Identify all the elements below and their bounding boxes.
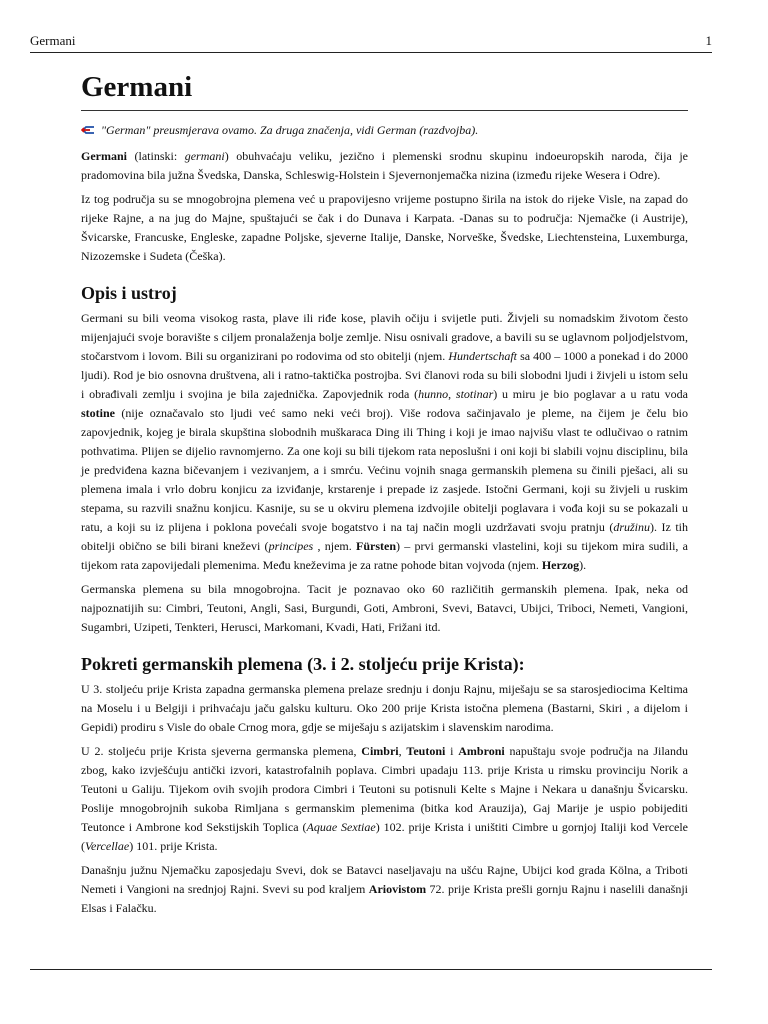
opis-paragraph-1: Germani su bili veoma visokog rasta, plave ili riđe kose, plavih očiju i svijetle puti. Živjeli su nomadskim životom često mijenjajući svoje boravište s ciljem pronalaženja bolje zemlje. Nisu osnivali gradove, a bavili su se uglavnom poljodjelstvom, stočarstvom i lovom. Bili su organizirani po rodovima od sto obitelji (njem. Hundertschaft sa 400 – 1000 a ponekad i do 2000 ljudi). Rod je bio osnovna društvena, ali i ratno-taktička postrojba. Svi članovi roda su bili slobodni ljudi i živjeli u istom selu i obrađivali zemlju i svojina je bila zajednička. Zapovjednik roda (hunno, stotinar) u miru je bio poglavar a u ratu voda stotine (nije označavalo sto ljudi već samo neki veći broj). Više rodova sačinjavalo je pleme, na čijem je čelu bio zapovjednik, kojeg je birala skupština slobodnih muškaraca Ding ili Thing i koji je imao najvišu vlast te odlučivao o ratnim pothvatima. Plijen se dijelio ravnomjerno. Za one koji su bili tijekom rata neposlušni i oni koji bi slabili vojnu disciplinu, bila je predviđena kazna bičevanjem i vezivanjem, a i smrću. Većinu vojnih snaga germanskih plemena su činili pješaci, ali su plemena imala i vrlo dobru konjicu za izviđanje, krstarenje i prepade iz zasjede. Istočni Germani, koji su živjeli u ruskim stepama, su razvili snažnu konjicu. Kasnije, su se u okviru plemena izdvojile obitelji poglavara i vođa koji su se pokazali u ratu, a koji su iz plijena i poklona povećali svoje bogatstvo i na taj način mogli uzdržavati svoju pratnju (družinu). Iz tih obitelji obično se bili birani kneževi (principes , njem. Fürsten) – prvi germanski vlastelini, koji su tijekom mira sudili, a tijekom rata zapovijedali plemenima. Među kneževima je za ratne pohode bitan vojvoda (njem. Herzog). — [81, 311, 689, 572]
running-header-title: Germani — [30, 33, 76, 48]
footer-rule — [30, 969, 712, 970]
article-body — [81, 70, 688, 918]
redirect-arrow-icon — [81, 125, 95, 135]
article-title: Germani — [81, 70, 688, 111]
pokreti-paragraph-3: Današnju južnu Njemačku zaposjedaju Svevi, dok se Batavci naseljavaju na ušću Rajne, Ubijci kod grada Kölna, a Triboti Nemeti i Vangioni na srednjoj Rajni. Svevi su pod kraljem Ariovistom 72. prije Krista prešli gornju Rajnu i naselili današnji Elsas i Falačku. — [81, 863, 688, 915]
intro-paragraph-2: Iz tog područja su se mnogobrojna plemena već u prapovijesno vrijeme postupno širila na istok do rijeke Visle, na zapad do rijeke Rajne, a na jug do Majne, spuštajući se čak i do Dunava i Karpata. -Danas su to područja: Njemačke (i Austrije), Švicarske, Francuske, Engleske, zapadne Poljske, sjeverne Italije, Danske, Norveške, Švedske, Liechtensteina, Luxemburga, Nizozemske i Sudeta (Češka). — [81, 192, 688, 263]
section-heading-pokreti: Pokreti germanskih plemena (3. i 2. stoljeću prije Krista): — [81, 654, 525, 674]
intro-paragraph-1: Germani (latinski: germani) obuhvaćaju veliku, jezično i plemenski srodnu skupinu indoeuropskih naroda, čija je pradomovina bila južna Švedska, Danska, Schleswig-Holstein i Sjevernonjemačka nizina (između rijeke Wesera i Odre). — [81, 149, 688, 182]
page-number: 1 — [705, 33, 712, 48]
hatnote-text: "German" preusmjerava ovamo. Za druga značenja, vidi German (razdvojba). — [101, 123, 479, 137]
opis-paragraph-2: Germanska plemena su bila mnogobrojna. Tacit je poznavao oko 60 različitih germanskih plemena. Ipak, neka od najpoznatijih su: Cimbri, Teutoni, Angli, Sasi, Burgundi, Goti, Ambroni, Svevi, Batavci, Ubijci, Triboci, Nemeti, Vangioni, Sugambri, Uzipeti, Tenkteri, Herusci, Markomani, Kvadi, Hati, Frižani itd. — [81, 582, 688, 634]
pokreti-paragraph-1: U 3. stoljeću prije Krista zapadna germanska plemena prelaze srednju i donju Rajnu, miješaju se sa starosjediocima Keltima na Moselu i u Belgiji i prihvaćaju jaču galsku kulturu. Oko 200 prije Krista istočna plemena (Bastarni, Skiri , a dijelom i Gepidi) prodiru s Visle do obale Crnog mora, gdje se miješaju s azijatskim i slavenskim narodima. — [81, 682, 688, 734]
hatnote — [81, 122, 688, 138]
section-heading-opis: Opis i ustroj — [81, 283, 177, 303]
pokreti-paragraph-2: U 2. stoljeću prije Krista sjeverna germanska plemena, Cimbri, Teutoni i Ambroni napuštaju svoje područja na Jilandu zbog, kako izvješćuju antički izvori, katastrofalnih poplava. Cimbri upadaju 113. prije Krista u rimsku provinciju Norik a Teutoni u Galiju. Tijekom ovih svojih prodora Cimbri i Teutoni su potisnuli Kelte s Majne i Nekara u današnju Švicarsku. Poslije mnogobrojnih sukoba Rimljana s germanskim plemenima (bitka kod Arauzija), Gaj Marije je uspio pobijediti Teutonce i Ambrone kod Sekstijskih Toplica (Aquae Sextiae) 102. prije Krista i uništiti Cimbre u gornjoj Italiji kod Vercele (Vercellae) 101. prije Krista. — [81, 744, 689, 853]
running-header — [30, 33, 712, 53]
